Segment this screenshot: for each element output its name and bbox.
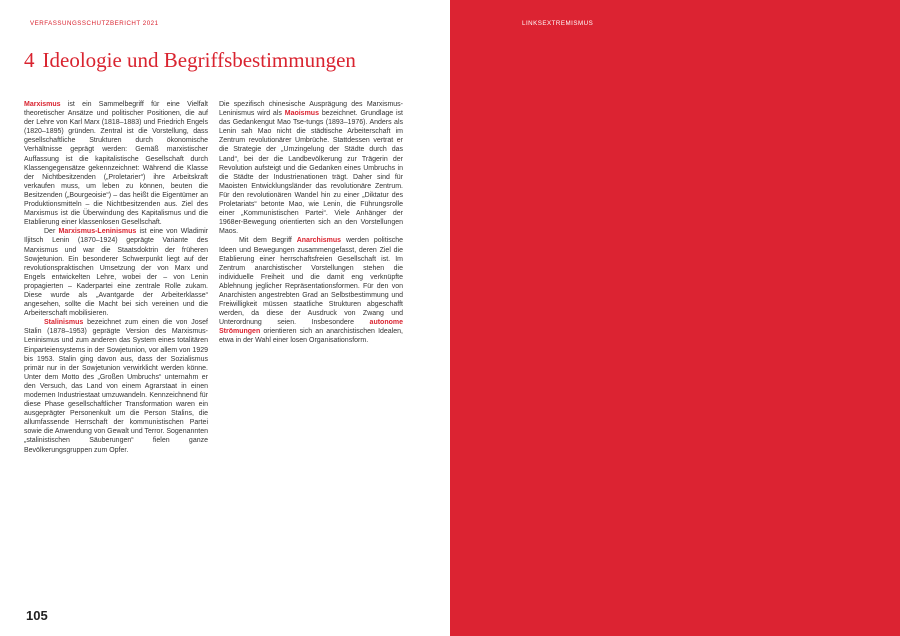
term-marxismus: Marxismus xyxy=(24,101,61,108)
paragraph-lead: Der xyxy=(44,228,59,236)
text-column-1 xyxy=(24,100,208,455)
paragraph-text: bezeichnet. Grundlage ist das Gedankengut Mao Tse-tungs (1893–1976). Anders als Lenin sah Mao nicht die städtische Arbeiterschaft im Zentrum revolutionärer Umbrüche. Stattdessen vertrat er die Strategie der „Umzingelung der Städte durch das Land“, bei der die Landbevölkerung zur Trägerin der Revolution aufsteigt und die Gedanken eines Umbruchs in die Städte der Industrienationen trägt. Daher sind für Maoisten Entwicklungsländer das revolutionäre Zentrum. Für den revolutionären Wandel hin zu einer „Diktatur des Proletariats“ betonte Mao, wie Lenin, die Führungsrolle einer „Kommunistischen Partei“. Viele Anhänger der 1968er-Bewegung orientierten sich an den Vorstellungen Maos. xyxy=(219,110,403,236)
paragraph-marxismus-leninismus xyxy=(24,227,208,318)
page-number: 105 xyxy=(26,608,48,623)
paragraph-text: werden politische Ideen und Bewegungen zusammengefasst, deren Ziel die Etablierung einer herrschaftsfreien Gesellschaft ist. Im Zentrum anarchistischer Vorstellungen stehen die individuelle Freiheit und die damit eng verknüpfte Ablehnung jeglicher Repräsentationsformen. Für den von Anarchisten angestrebten Grad an Selbstbestimmung und Freiwilligkeit müssen staatliche Strukturen abgeschafft werden, da diese der Ausdruck von Zwang und Unterordnung seien. Insbesondere xyxy=(219,237,403,327)
term-marxismus-leninismus: Marxismus-Leninismus xyxy=(58,228,137,236)
text-column-2 xyxy=(219,100,403,346)
paragraph-lead: Die spezifisch chinesische Ausprägung des Marxismus-Leninismus wird als xyxy=(219,101,403,118)
paragraph-text: bezeichnet zum einen die von Josef Stalin (1878–1953) geprägte Version des Marxismus-Leninismus und zum anderen das System eines totalitären Einparteiensystems in der Sowjetunion, vor allem von 1929 bis 1953. Stalin ging davon aus, dass der Sozialismus primär nur in der Sowjetunion verwirklicht werden könne. Unter dem Motto des „Großen Umbruchs“ unternahm er den Versuch, das Land von einem Agrarstaat in einen modernen Industriestaat umzuwandeln. Kennzeichnend für diese Phase gesellschaftlicher Transformation waren ein ausgeprägter Personenkult um die Person Stalins, die allumfassende Herrschaft der kommunistischen Partei sowie die Anwendung von Gewalt und Terror. Sogenannten „stalinistischen Säuberungen“ fielen ganze Bevölkerungsgruppen zum Opfer. xyxy=(24,319,208,454)
paragraph-lead: Mit dem Begriff xyxy=(239,237,297,245)
paragraph-stalinismus xyxy=(24,318,208,454)
right-page-red-panel xyxy=(450,0,900,636)
term-maoismus: Maoismus xyxy=(284,110,319,118)
chapter-title xyxy=(24,48,356,73)
paragraph-text: ist eine von Wladimir Iljitsch Lenin (1870–1924) geprägte Variante des Marxismus und war die Staatsdoktrin der früheren Sowjetunion. Ein besonderer Schwerpunkt liegt auf der revolutionspraktischen Umsetzung der von Marx und Engels entwickelten Lehre, wobei der – von Lenin propagierten – Kaderpartei eine zentrale Rolle zukam. Diese wurde als „Avantgarde der Arbeiterklasse“ angesehen, sollte die Macht bei sich vereinen und die Arbeiterschaft mobilisieren. xyxy=(24,228,208,318)
chapter-title-text: Ideologie und Begriffsbestimmungen xyxy=(42,48,356,72)
paragraph-text: orientieren sich an anarchistischen Idealen, etwa in der Wahl einer losen Organisationsform. xyxy=(219,328,403,345)
chapter-number: 4 xyxy=(24,48,35,72)
paragraph-maoismus xyxy=(219,100,403,236)
paragraph-anarchismus xyxy=(219,236,403,345)
term-stalinismus: Stalinismus xyxy=(44,319,84,327)
term-anarchismus: Anarchismus xyxy=(296,237,342,245)
running-head-right: LINKSEXTREMISMUS xyxy=(522,20,594,27)
running-head-left: VERFASSUNGSSCHUTZBERICHT 2021 xyxy=(30,20,159,27)
term-autonome-stroemungen: autonome Strömungen xyxy=(219,319,403,336)
paragraph-marxismus xyxy=(24,100,208,227)
paragraph-text: ist ein Sammelbegriff für eine Vielfalt theoretischer Ansätze und politischer Positionen, die auf der Lehre von Karl Marx (1818–1883) und Friedrich Engels (1820–1895) gründen. Zentral ist die Vorstellung, dass gesellschaftliche Strukturen durch ökonomische Verhältnisse geprägt werden: Gemäß marxistischer Auffassung ist die kapitalistische Gesellschaft durch Klassengegensätze gekennzeichnet: Während die Klasse der Nichtbesitzenden („Proletarier“) ihre Arbeitskraft verkaufen muss, um leben zu können, beuten die Besitzenden („Bourgeoisie“) – das heißt die Eigentümer an Produktionsmitteln – die Nichtbesitzenden aus. Ziel des Marxismus ist die Überwindung des Kapitalismus und die Etablierung einer klassenlosen Gesellschaft. xyxy=(24,101,208,227)
